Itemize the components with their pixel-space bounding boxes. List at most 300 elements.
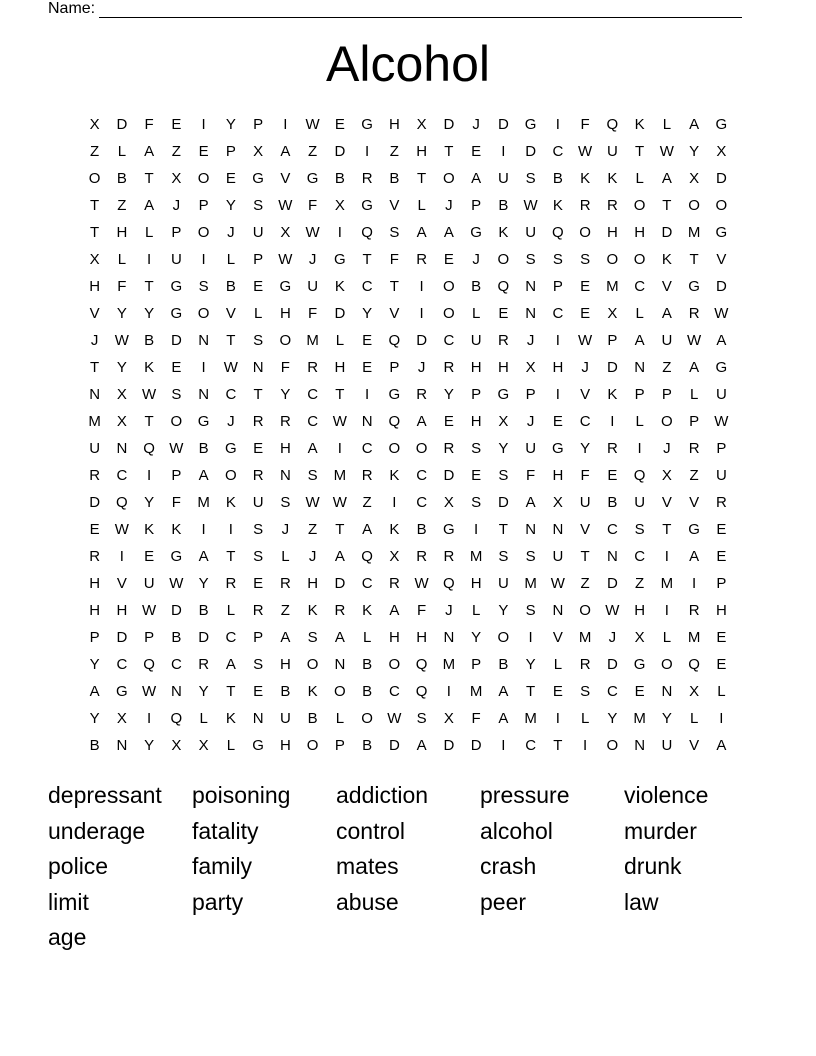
grid-letter: K [552,197,563,214]
grid-letter: T [662,197,672,214]
grid-letter: C [525,737,537,754]
grid-letter: R [89,548,101,565]
grid-letter: A [334,629,345,646]
grid-letter: A [89,683,100,700]
grid-letter: O [225,467,237,484]
grid-letter: C [307,413,319,430]
grid-letter: F [471,710,481,727]
grid-letter: E [225,170,236,187]
grid-letter: K [225,710,236,727]
grid-letter: B [198,602,209,619]
grid-letter: N [361,413,373,430]
grid-letter: I [664,548,669,565]
grid-letter: G [306,170,319,187]
grid-letter: X [661,467,672,484]
grid-letter: S [416,710,427,727]
grid-letter: L [335,710,345,727]
grid-letter: Y [116,359,127,376]
grid-letter: T [580,548,590,565]
grid-letter: I [446,683,451,700]
grid-letter: H [279,737,291,754]
grid-letter: D [170,332,182,349]
grid-letter: Y [443,386,454,403]
grid-letter: W [169,440,184,457]
grid-letter: K [362,602,373,619]
grid-letter: R [579,197,591,214]
grid-letter: Z [662,359,672,376]
grid-letter: H [89,602,101,619]
grid-letter: U [89,440,101,457]
grid-letter: A [471,170,482,187]
grid-letter: Q [688,656,700,673]
grid-letter: I [283,116,288,133]
grid-letter: J [227,413,235,430]
grid-letter: R [89,467,101,484]
grid-letter: P [607,332,618,349]
grid-letter: E [334,116,345,133]
grid-letter: A [498,683,509,700]
grid-letter: L [635,413,644,430]
grid-letter: L [417,197,426,214]
grid-letter: K [225,494,236,511]
grid-letter: R [416,251,428,268]
name-field [48,0,742,18]
grid-letter: X [280,224,291,241]
grid-letter: V [689,494,700,511]
grid-letter: O [197,305,210,322]
grid-letter: W [332,413,347,430]
grid-letter: X [689,683,700,700]
grid-letter: E [471,143,482,160]
grid-letter: T [335,386,345,403]
grid-row [81,652,735,679]
grid-letter: V [689,737,700,754]
grid-letter: K [661,251,672,268]
grid-letter: W [578,332,593,349]
grid-letter: R [279,413,291,430]
grid-letter: E [362,332,373,349]
grid-letter: C [361,278,373,295]
word-list-item: family [192,853,253,879]
grid-letter: X [116,386,127,403]
grid-letter: Y [89,656,100,673]
grid-letter: D [470,737,482,754]
grid-letter: K [389,521,400,538]
grid-letter: L [662,116,672,133]
grid-letter: A [716,332,727,349]
grid-letter: U [715,467,727,484]
grid-letter: D [525,143,537,160]
grid-letter: F [308,305,318,322]
grid-letter: O [497,251,510,268]
grid-letter: N [116,440,128,457]
grid-letter: H [416,143,428,160]
grid-letter: D [497,494,509,511]
grid-letter: I [147,251,152,268]
grid-letter: L [281,548,290,565]
grid-letter: M [687,629,701,646]
grid-letter: H [470,575,482,592]
grid-letter: Q [388,332,401,349]
grid-letter: S [171,386,182,403]
grid-letter: W [142,386,157,403]
grid-letter: R [416,386,428,403]
grid-letter: E [171,359,182,376]
grid-letter: B [362,656,373,673]
grid-letter: Q [361,548,373,565]
grid-letter: A [689,359,700,376]
grid-letter: Y [471,629,482,646]
grid-letter: B [552,170,563,187]
page-title: Alcohol [326,36,490,92]
grid-letter: Q [143,656,155,673]
grid-letter: B [198,440,209,457]
grid-letter: A [689,116,700,133]
grid-letter: A [634,332,645,349]
grid-letter: R [606,440,618,457]
grid-letter: A [443,224,454,241]
grid-letter: Q [143,440,155,457]
grid-letter: O [606,251,619,268]
grid-letter: K [307,602,318,619]
grid-letter: R [443,440,455,457]
grid-letter: I [201,521,206,538]
grid-letter: X [443,710,454,727]
word-list-item: poisoning [192,782,291,808]
grid-letter: P [716,440,727,457]
grid-letter: W [523,197,538,214]
grid-letter: B [144,332,155,349]
grid-row [81,625,735,652]
grid-letter: I [147,710,152,727]
grid-letter: K [498,224,509,241]
grid-letter: L [226,602,236,619]
grid-row [81,436,735,463]
grid-letter: O [443,305,455,322]
grid-letter: B [334,170,345,187]
grid-letter: E [552,413,563,430]
grid-letter: L [471,602,481,619]
grid-letter: S [471,494,482,511]
grid-letter: Z [117,197,127,214]
grid-letter: D [661,224,673,241]
grid-letter: E [471,467,482,484]
grid-letter: I [555,710,560,727]
word-list-item: crash [480,853,537,879]
grid-row [81,301,735,328]
grid-letter: M [524,575,537,592]
grid-letter: C [116,467,128,484]
grid-letter: T [144,413,154,430]
grid-letter: N [198,386,210,403]
grid-letter: H [279,440,291,457]
word-list-item: depressant [48,782,162,808]
word-list-item: age [48,924,87,950]
grid-letter: R [443,548,455,565]
grid-letter: W [550,575,565,592]
grid-letter: H [552,467,564,484]
grid-letter: B [225,278,236,295]
grid-letter: S [253,332,264,349]
grid-letter: R [388,575,400,592]
grid-letter: I [147,467,152,484]
grid-letter: O [388,656,401,673]
grid-letter: V [280,170,291,187]
grid-letter: Z [362,494,372,511]
grid-row [81,220,735,247]
grid-letter: X [498,413,509,430]
grid-letter: Z [689,467,699,484]
word-list-item: addiction [336,782,429,808]
grid-letter: K [144,359,155,376]
grid-letter: M [306,332,319,349]
grid-letter: L [662,629,672,646]
grid-letter: T [362,251,372,268]
grid-letter: G [497,386,510,403]
grid-letter: V [661,278,672,295]
grid-letter: O [443,278,455,295]
grid-letter: I [365,386,370,403]
grid-letter: I [555,116,560,133]
grid-row [81,706,735,733]
grid-letter: R [252,467,264,484]
grid-letter: D [388,737,400,754]
word-list-item: peer [480,888,527,915]
grid-letter: M [88,413,101,430]
word-list-item: party [192,888,244,915]
grid-letter: S [389,224,400,241]
grid-letter: G [170,278,183,295]
grid-letter: E [580,305,591,322]
grid-letter: A [661,305,672,322]
grid-letter: G [715,359,728,376]
grid-letter: E [253,278,264,295]
grid-letter: U [252,224,264,241]
grid-letter: L [117,143,127,160]
grid-letter: J [417,359,426,376]
grid-letter: U [715,386,727,403]
grid-letter: Z [389,143,399,160]
grid-letter: J [526,413,535,430]
grid-letter: J [308,548,317,565]
grid-letter: C [116,656,128,673]
grid-letter: G [361,116,373,133]
grid-letter: U [470,332,482,349]
grid-letter: L [335,332,345,349]
grid-letter: H [606,224,618,241]
grid-letter: W [278,251,293,268]
grid-letter: J [526,332,535,349]
grid-letter: W [114,521,129,538]
grid-letter: C [225,629,237,646]
grid-letter: B [307,710,318,727]
grid-letter: U [661,737,673,754]
grid-letter: E [716,548,727,565]
grid-letter: I [501,143,506,160]
grid-letter: A [389,602,400,619]
grid-letter: D [334,143,346,160]
grid-letter: Y [580,440,591,457]
grid-letter: C [416,494,428,511]
grid-letter: W [114,332,129,349]
grid-letter: I [474,521,479,538]
grid-letter: S [498,467,509,484]
grid-letter: N [89,386,101,403]
grid-letter: L [689,710,699,727]
grid-letter: A [525,494,536,511]
grid-letter: I [228,521,233,538]
grid-letter: W [414,575,429,592]
grid-row [81,544,735,571]
grid-letter: T [144,278,154,295]
grid-letter: W [169,575,184,592]
grid-letter: Q [633,467,646,484]
grid-letter: N [525,521,537,538]
grid-letter: C [416,467,428,484]
grid-letter: I [692,575,697,592]
grid-letter: M [660,575,674,592]
grid-letter: E [607,467,618,484]
grid-letter: E [443,251,454,268]
grid-letter: G [252,170,264,187]
grid-letter: Y [362,305,373,322]
word-list-item: limit [48,888,89,915]
grid-letter: Y [144,737,155,754]
grid-row [81,112,735,139]
grid-letter: I [719,710,724,727]
grid-letter: G [334,251,346,268]
grid-letter: P [471,197,482,214]
grid-letter: D [715,170,727,187]
grid-letter: P [171,467,182,484]
grid-letter: I [365,143,370,160]
grid-letter: L [226,251,236,268]
grid-letter: W [305,116,320,133]
grid-letter: S [253,656,264,673]
grid-letter: H [307,575,319,592]
grid-letter: D [497,116,509,133]
grid-letter: J [608,629,617,646]
grid-letter: S [525,602,536,619]
grid-letter: R [361,467,373,484]
grid-letter: G [252,737,264,754]
grid-letter: B [171,629,182,646]
grid-letter: V [116,575,127,592]
grid-letter: S [253,197,264,214]
grid-letter: O [197,224,210,241]
grid-letter: M [633,710,646,727]
grid-letter: N [252,359,264,376]
grid-letter: C [634,278,646,295]
grid-letter: Y [89,710,100,727]
grid-letter: O [497,629,510,646]
grid-letter: T [662,521,672,538]
grid-letter: P [525,386,536,403]
grid-letter: A [498,710,509,727]
grid-letter: S [280,494,291,511]
grid-letter: S [525,170,536,187]
grid-letter: H [388,116,400,133]
grid-letter: V [389,305,400,322]
grid-letter: D [198,629,210,646]
grid-letter: U [143,575,155,592]
grid-letter: K [334,278,345,295]
grid-letter: N [443,629,455,646]
grid-letter: E [443,413,454,430]
grid-letter: B [471,278,482,295]
grid-letter: R [688,305,700,322]
grid-letter: R [334,602,346,619]
grid-letter: I [419,305,424,322]
grid-letter: T [90,359,100,376]
grid-letter: D [116,116,128,133]
grid-letter: X [525,359,536,376]
grid-letter: X [389,548,400,565]
grid-letter: I [555,332,560,349]
grid-letter: T [635,143,645,160]
grid-letter: H [634,224,646,241]
grid-letter: C [361,575,373,592]
word-list-item: pressure [480,782,570,808]
name-underline [99,2,742,18]
grid-letter: T [253,386,263,403]
grid-letter: Q [361,224,373,241]
grid-letter: Q [388,413,401,430]
letter-grid [81,112,735,760]
grid-letter: L [471,305,481,322]
grid-letter: U [497,575,509,592]
grid-letter: C [606,521,618,538]
grid-letter: M [524,710,537,727]
grid-letter: A [144,197,155,214]
grid-letter: P [661,386,672,403]
grid-letter: D [334,305,346,322]
grid-letter: S [580,251,591,268]
grid-letter: B [498,197,509,214]
grid-letter: J [308,251,317,268]
grid-letter: H [116,602,128,619]
grid-letter: I [501,737,506,754]
grid-letter: I [583,737,588,754]
grid-letter: C [579,413,591,430]
grid-letter: T [90,224,100,241]
grid-letter: J [472,251,480,268]
grid-letter: X [253,143,264,160]
grid-letter: E [498,305,509,322]
grid-letter: H [715,602,727,619]
grid-letter: C [552,305,564,322]
grid-letter: R [715,494,727,511]
grid-letter: Y [225,116,236,133]
grid-letter: A [661,170,672,187]
grid-letter: O [415,440,428,457]
grid-letter: U [279,710,291,727]
grid-letter: O [688,197,700,214]
grid-letter: F [171,494,181,511]
grid-letter: R [688,602,700,619]
grid-letter: I [610,413,615,430]
grid-letter: N [170,683,182,700]
grid-letter: D [606,359,618,376]
grid-letter: E [716,521,727,538]
grid-letter: Y [661,710,672,727]
grid-letter: I [664,602,669,619]
word-list-item: drunk [624,853,682,879]
grid-row [81,571,735,598]
grid-letter: J [663,440,671,457]
grid-letter: U [307,278,319,295]
grid-row [81,598,735,625]
